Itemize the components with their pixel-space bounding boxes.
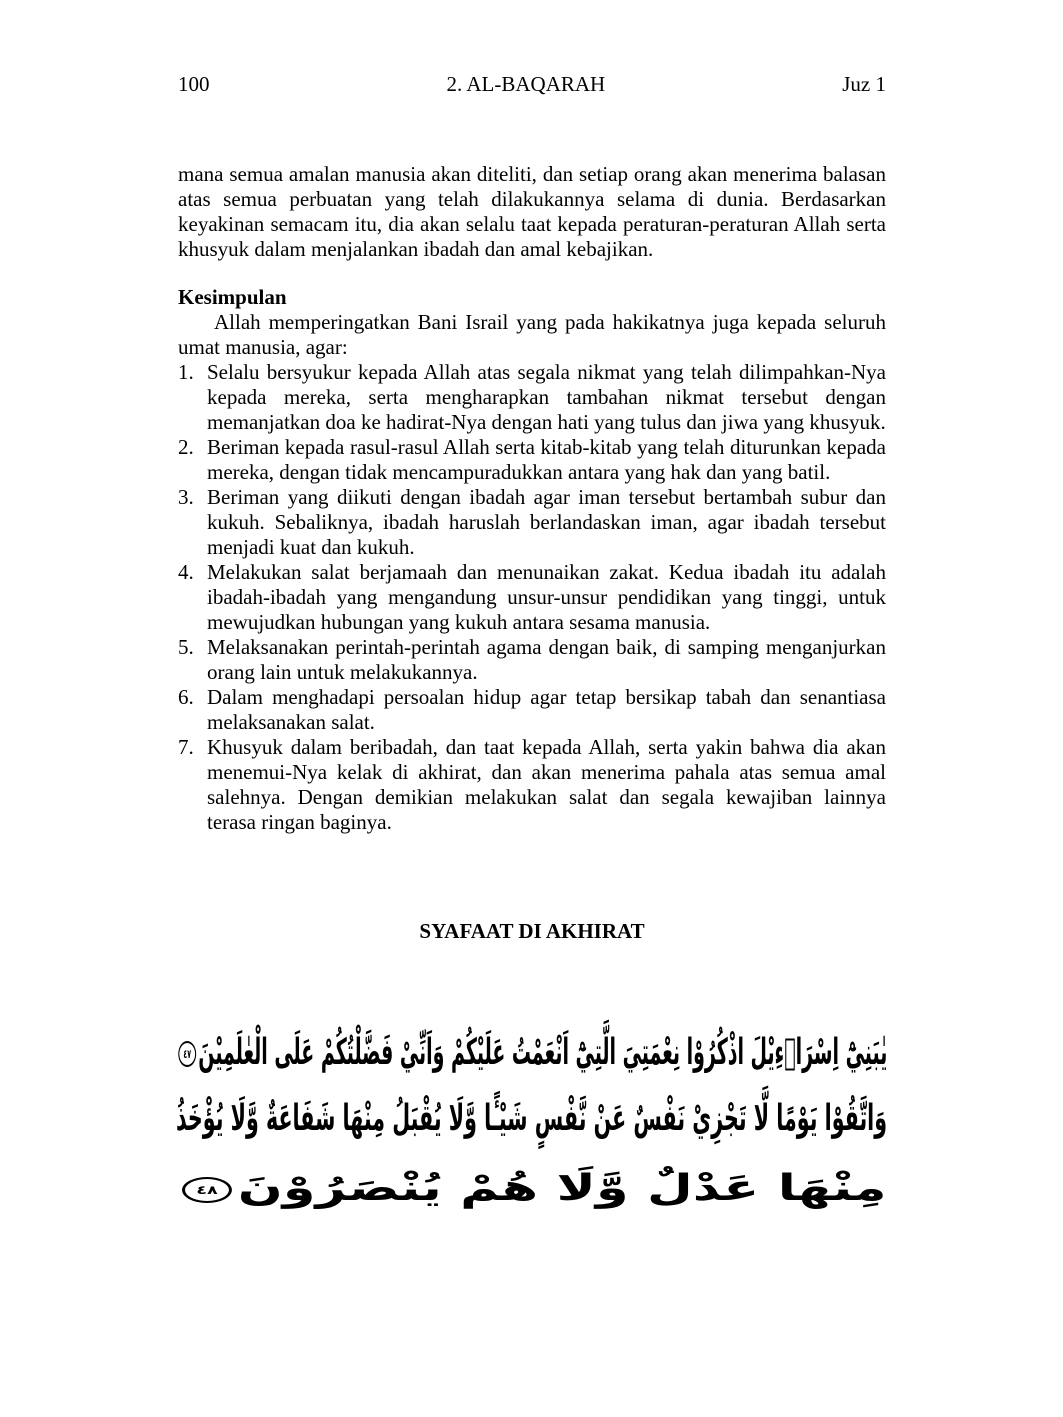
chapter-title: 2. AL-BAQARAH bbox=[446, 72, 606, 96]
list-item-number: 1. bbox=[178, 360, 194, 384]
list-item-text: Dalam menghadapi persoalan hidup agar tetap bersikap tabah dan senantiasa melaksanakan salat. bbox=[207, 685, 886, 734]
list-item bbox=[178, 435, 886, 485]
intro-paragraph: mana semua amalan manusia akan diteliti, dan setiap orang akan menerima balasan atas semua perbuatan yang telah dilakukannya selama di dunia. Berdasarkan keyakinan semacam itu, dia akan selalu taat kepada peraturan-peraturan Allah serta khusyuk dalam menjalankan ibadah dan amal kebajikan. bbox=[178, 162, 886, 261]
list-item bbox=[178, 360, 886, 435]
list-item bbox=[178, 735, 886, 835]
list-item bbox=[178, 685, 886, 735]
arabic-verse-line-2 bbox=[176, 1091, 887, 1147]
arabic-verse-text: مِنْهَا عَدْلٌ وَّلَا هُمْ يُنْصَرُوْنَ bbox=[238, 1168, 887, 1209]
conclusion-heading: Kesimpulan bbox=[178, 285, 287, 309]
list-item bbox=[178, 560, 886, 635]
ayah-number-marker: ٤٨ bbox=[182, 1177, 232, 1203]
list-item-number: 4. bbox=[178, 560, 194, 584]
ayah-number-marker: ٤٧ bbox=[178, 1041, 196, 1067]
list-item-number: 3. bbox=[178, 485, 194, 509]
page-number: 100 bbox=[178, 72, 210, 96]
body-content bbox=[178, 162, 886, 945]
juz-label: Juz 1 bbox=[842, 72, 886, 96]
arabic-verse-text: وَاتَّقُوْا يَوْمًا لَّا تَجْزِيْ نَفْسٌ عَنْ نَّفْسٍ شَيْـًٔا وَّلَا يُقْبَلُ مِنْهَا شَفَاعَةٌ وَّلَا يُؤْخَذُ bbox=[175, 1098, 887, 1139]
conclusion-lead: Allah memperingatkan Bani Israil yang pada hakikatnya juga kepada seluruh umat manusia, agar: bbox=[178, 310, 886, 359]
list-item-text: Melakukan salat berjamaah dan menunaikan zakat. Kedua ibadah itu adalah ibadah-ibadah yang mengandung unsur-unsur pendidikan yang tinggi, untuk mewujudkan hubungan yang kukuh antara sesama manusia. bbox=[207, 560, 886, 634]
list-item-number: 5. bbox=[178, 635, 194, 659]
list-item-text: Beriman yang diikuti dengan ibadah agar iman tersebut bertambah subur dan kukuh. Sebaliknya, ibadah haruslah berlandaskan iman, agar ibadah tersebut menjadi kuat dan kukuh. bbox=[207, 485, 886, 559]
arabic-verse-line-1 bbox=[176, 1025, 887, 1081]
list-item-text: Selalu bersyukur kepada Allah atas segala nikmat yang telah dilimpahkan-Nya kepada mereka, serta mengharapkan tambahan nikmat tersebut dengan memanjatkan doa ke hadirat-Nya dengan hati yang tulus dan jiwa yang khusyuk. bbox=[207, 360, 886, 434]
list-item-text: Khusyuk dalam beribadah, dan taat kepada Allah, serta yakin bahwa dia akan menemui-Nya kelak di akhirat, dan akan menerima pahala atas semua amal salehnya. Dengan demikian melakukan salat dan segala kewajiban lainnya terasa ringan baginya. bbox=[207, 735, 886, 834]
page bbox=[178, 70, 886, 945]
arabic-verse-block bbox=[176, 1025, 887, 1225]
list-item-number: 7. bbox=[178, 735, 194, 759]
list-item bbox=[178, 635, 886, 685]
arabic-verse-line-3 bbox=[177, 1161, 887, 1217]
section-title: SYAFAAT DI AKHIRAT bbox=[419, 919, 645, 943]
list-item-text: Beriman kepada rasul-rasul Allah serta kitab-kitab yang telah diturunkan kepada mereka, dengan tidak mencampuradukkan antara yang hak dan yang batil. bbox=[207, 435, 886, 484]
conclusion-list bbox=[178, 360, 886, 835]
page-header bbox=[178, 70, 886, 98]
arabic-verse-text: يٰبَنِيْٓ اِسْرَاۤءِيْلَ اذْكُرُوْا نِعْمَتِيَ الَّتِيْٓ اَنْعَمْتُ عَلَيْكُمْ وَاَنِّيْ فَضَّلْتُكُمْ عَلَى الْعٰلَمِيْنَ bbox=[197, 1032, 887, 1073]
list-item-number: 2. bbox=[178, 435, 194, 459]
list-item bbox=[178, 485, 886, 560]
list-item-number: 6. bbox=[178, 685, 194, 709]
list-item-text: Melaksanakan perintah-perintah agama dengan baik, di samping menganjurkan orang lain untuk melakukannya. bbox=[207, 635, 886, 684]
